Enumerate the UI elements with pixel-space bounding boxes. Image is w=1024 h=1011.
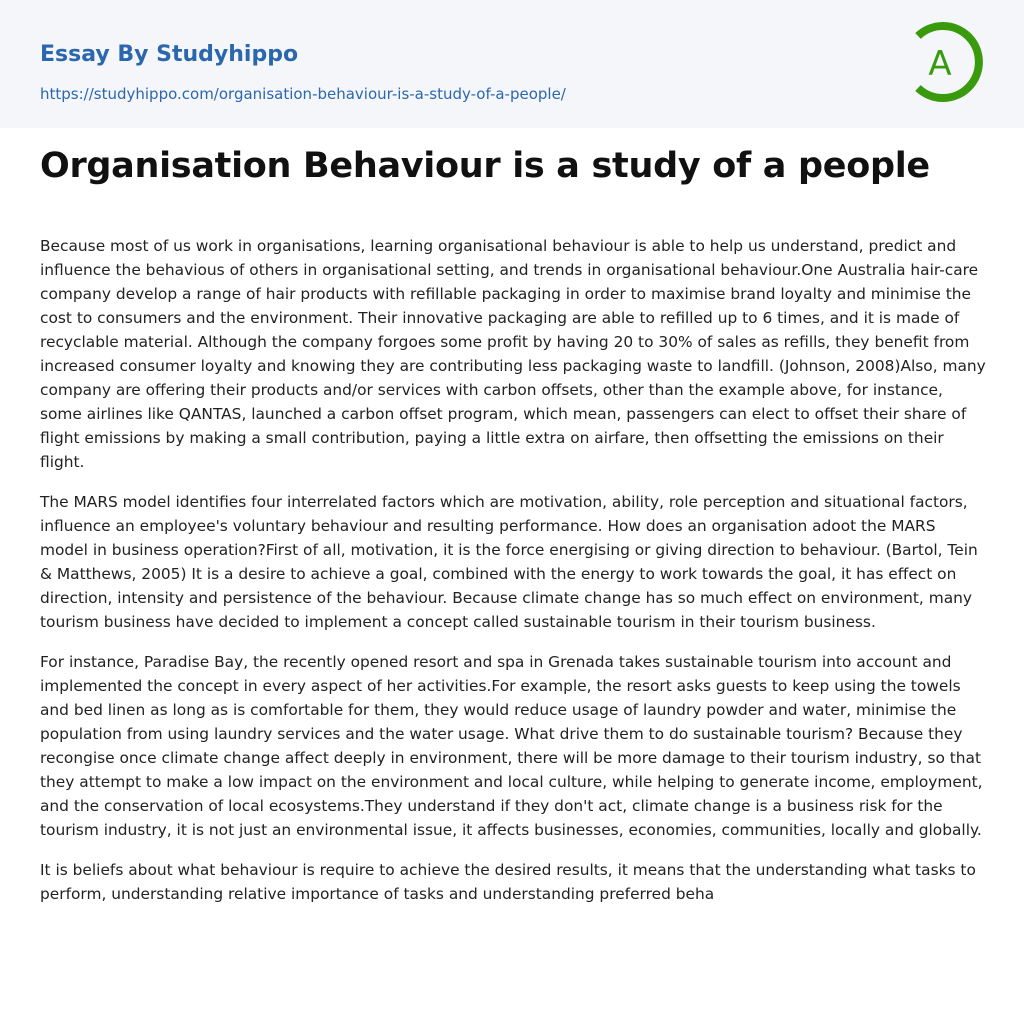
site-header (0, 0, 1024, 128)
brand-title: Essay By Studyhippo (40, 42, 299, 67)
studyhippo-logo-icon (900, 18, 988, 106)
source-url-link[interactable]: https://studyhippo.com/organisation-behaviour-is-a-study-of-a-people/ (40, 85, 566, 103)
article-body (40, 234, 988, 922)
paragraph: The MARS model identifies four interrelated factors which are motivation, ability, role perception and situational factors, influence an employee's voluntary behaviour and resulting performance. How does an organisation adoot the MARS model in business operation?First of all, motivation, it is the force energising or giving direction to behaviour. (Bartol, Tein & Matthews, 2005) It is a desire to achieve a goal, combined with the energy to work towards the goal, it has effect on direction, intensity and persistence of the behaviour. Because climate change has so much effect on environment, many tourism business have decided to implement a concept called sustainable tourism in their tourism business. (40, 493, 978, 631)
paragraph: Because most of us work in organisations, learning organisational behaviour is able to help us understand, predict and influence the behavious of others in organisational setting, and trends in organisational behaviour.One Australia hair-care company develop a range of hair products with refillable packaging in order to maximise brand loyalty and minimise the cost to consumers and the environment. Their innovative packaging are able to refilled up to 6 times, and it is made of recyclable material. Although the company forgoes some profit by having 20 to 30% of sales as refills, they benefit from increased consumer loyalty and knowing they are contributing less packaging waste to landfill. (Johnson, 2008)Also, many company are offering their products and/or services with carbon offsets, other than the example above, for instance, some airlines like QANTAS, launched a carbon offset program, which mean, passengers can elect to offset their share of flight emissions by making a small contribution, paying a little extra on airfare, then offsetting the emissions on their flight. (40, 237, 986, 471)
logo-letter: A (928, 44, 952, 84)
page-title: Organisation Behaviour is a study of a people (40, 146, 930, 186)
paragraph: For instance, Paradise Bay, the recently opened resort and spa in Grenada takes sustainable tourism into account and implemented the concept in every aspect of her activities.For example, the resort asks guests to keep using the towels and bed linen as long as is comfortable for them, they would reduce usage of laundry powder and water, minimise the population from using laundry services and the water usage. What drive them to do sustainable tourism? Because they recongise once climate change affect deeply in environment, there will be more damage to their tourism industry, so that they attempt to make a low impact on the environment and local culture, while helping to generate income, employment, and the conservation of local ecosystems.They understand if they don't act, climate change is a business risk for the tourism industry, it is not just an environmental issue, it affects businesses, economies, communities, locally and globally. (40, 653, 983, 839)
paragraph: It is beliefs about what behaviour is require to achieve the desired results, it means that the understanding what tasks to perform, understanding relative importance of tasks and understanding preferred beha (40, 861, 976, 903)
